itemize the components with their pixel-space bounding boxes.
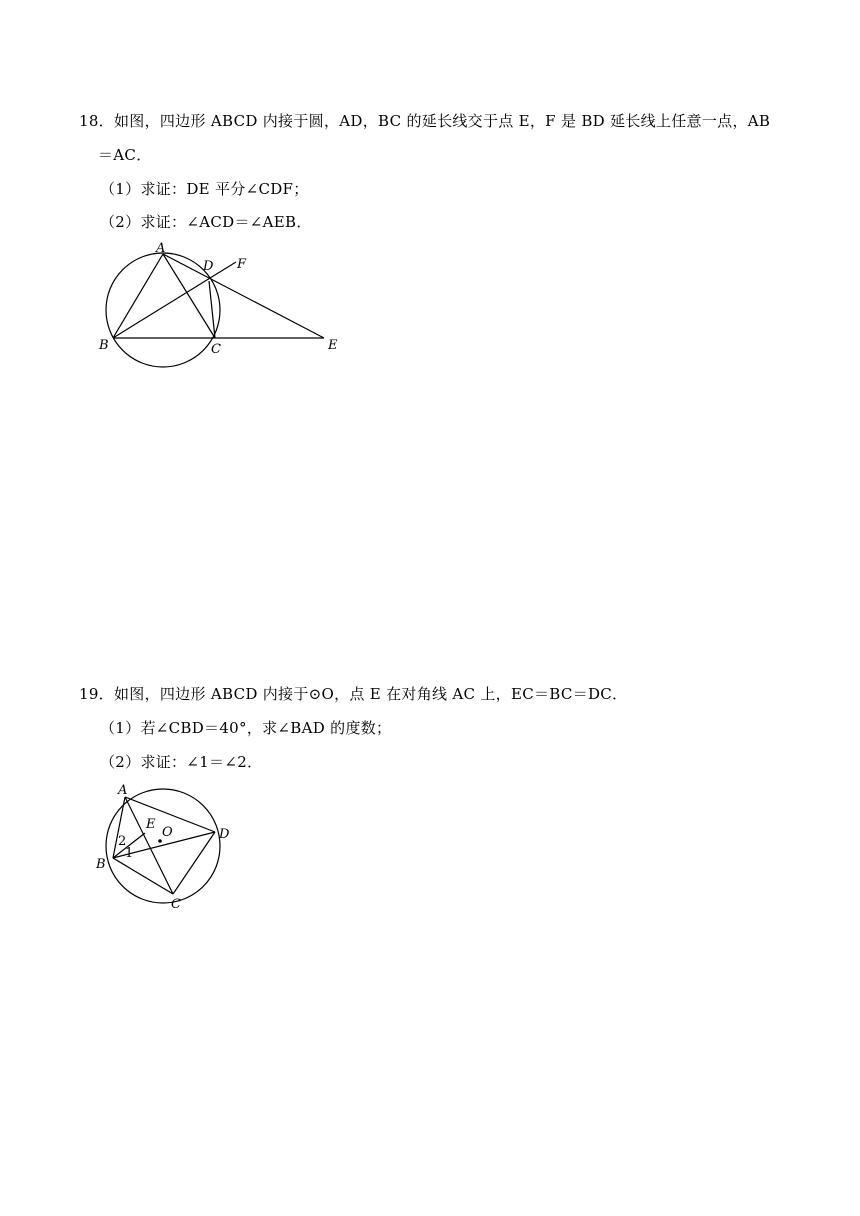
q19-label-E: E <box>146 817 156 832</box>
q19-label-angle1: 1 <box>125 846 134 861</box>
q19-label-B: B <box>96 857 106 872</box>
q18-label-D: D <box>203 259 214 274</box>
q19-label-C: C <box>171 897 181 912</box>
q19-part1: （1）若∠CBD＝40°，求∠BAD 的度数； <box>100 719 392 737</box>
q19-label-angle2: 2 <box>118 834 127 849</box>
q18-part1: （1）求证：DE 平分∠CDF； <box>100 180 309 198</box>
q18-label-F: F <box>237 257 247 272</box>
q19-part2: （2）求证：∠1＝∠2． <box>100 753 263 771</box>
q18-stem-line2: ＝AC． <box>98 146 152 164</box>
q18-label-B: B <box>99 338 109 353</box>
q19-label-D: D <box>219 827 230 842</box>
q19-stem-line1: 19．如图，四边形 ABCD 内接于⊙O，点 E 在对角线 AC 上，EC＝BC＝DC． <box>79 685 628 703</box>
q18-figure <box>90 236 360 376</box>
q18-label-C: C <box>211 342 221 357</box>
q18-segment-AB <box>113 254 163 338</box>
q18-label-A: A <box>156 241 166 256</box>
q19-figure <box>90 776 250 916</box>
q18-part2: （2）求证：∠ACD＝∠AEB． <box>100 213 312 231</box>
q18-label-E: E <box>328 338 338 353</box>
q19-label-O: O <box>162 825 173 840</box>
q19-label-A: A <box>118 783 128 798</box>
q18-stem-line1: 18．如图，四边形 ABCD 内接于圆，AD，BC 的延长线交于点 E，F 是 BD 延长线上任意一点，AB <box>79 112 771 130</box>
